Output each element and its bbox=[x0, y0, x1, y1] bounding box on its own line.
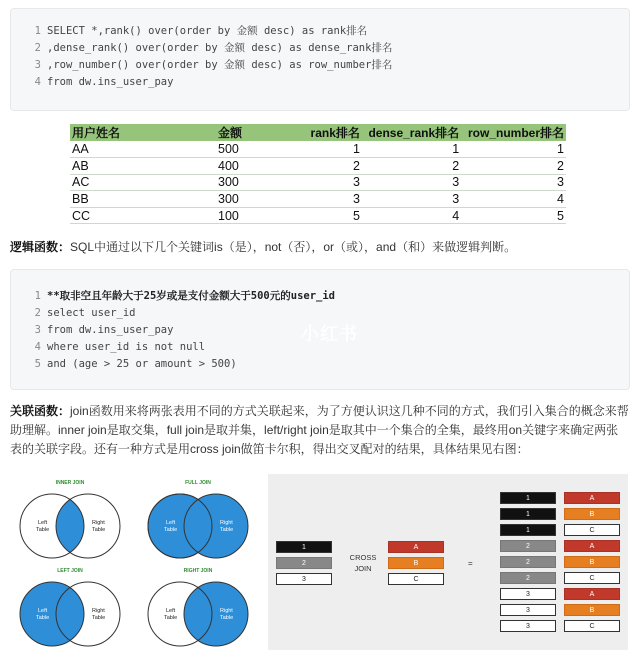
venn-left-label: Table bbox=[164, 615, 178, 621]
cross-join-label: CROSS JOIN bbox=[349, 553, 377, 573]
venn-right-label: Table bbox=[220, 615, 234, 621]
result-left-box: 3 bbox=[500, 588, 556, 600]
code-line: 1 **取非空且年龄大于25岁或是支付金额大于500元的user_id bbox=[34, 290, 336, 302]
table-cell: 3 bbox=[461, 174, 566, 191]
table-cell: AC bbox=[70, 174, 216, 191]
column-header: rank排名 bbox=[306, 124, 362, 141]
logic-text: SQL中通过以下几个关键词is（是），not（否），or（或），and（和）来做逻辑判断。 bbox=[70, 240, 517, 254]
table-cell: 3 bbox=[306, 174, 362, 191]
logic-paragraph bbox=[10, 238, 630, 257]
venn-right-label: Right bbox=[220, 520, 233, 526]
result-left-box: 3 bbox=[500, 604, 556, 616]
watermark: 小红书 bbox=[301, 324, 358, 345]
join-paragraph bbox=[10, 402, 630, 459]
venn-right-label: Table bbox=[92, 527, 106, 533]
venn-inner-join bbox=[10, 480, 130, 564]
table-cell: 2 bbox=[306, 158, 362, 175]
code-line: 3 ,row_number() over(order by 金额 desc) as row_number排名 bbox=[34, 59, 393, 71]
venn-right-join bbox=[138, 568, 258, 652]
column-header: dense_rank排名 bbox=[362, 124, 461, 141]
table-cell: 3 bbox=[362, 174, 461, 191]
table-header-row bbox=[70, 124, 566, 141]
table-cell: 3 bbox=[306, 191, 362, 208]
venn-inner-svg bbox=[10, 488, 130, 564]
table-cell: 2 bbox=[461, 158, 566, 175]
venn-right-label: Right bbox=[92, 608, 105, 614]
join-label: 关联函数： bbox=[10, 404, 71, 418]
venn-right-svg bbox=[138, 576, 258, 652]
join-text: join函数用来将两张表用不同的方式关联起来，为了方便认识这几种不同的方式，我们引入集合的概念来帮助理解。inner join是取交集，full join是取并集，left/right join是取其中一个集合的全集，最终用on关键字来确定两张表的关联字段。还有一种方式是用cross join做笛卡尔积，得出交叉配对的结果，具体结果见右图： bbox=[10, 404, 629, 456]
code-line: 2 select user_id bbox=[34, 307, 136, 319]
equals-sign: = bbox=[468, 559, 473, 568]
result-right-box: A bbox=[564, 492, 620, 504]
result-right-box: A bbox=[564, 540, 620, 552]
venn-title: LEFT JOIN bbox=[57, 568, 83, 574]
venn-right-label: Right bbox=[220, 608, 233, 614]
code-line: 3 from dw.ins_user_pay bbox=[34, 324, 174, 336]
venn-left-label: Left bbox=[166, 608, 176, 614]
column-header: 用户姓名 bbox=[70, 124, 216, 141]
venn-left-label: Table bbox=[36, 615, 50, 621]
venn-right-label: Table bbox=[92, 615, 106, 621]
table-cell: 400 bbox=[216, 158, 306, 175]
table-cell: 4 bbox=[362, 207, 461, 224]
left-value-box: 3 bbox=[276, 573, 332, 585]
table-cell: 300 bbox=[216, 174, 306, 191]
venn-title: INNER JOIN bbox=[55, 480, 85, 486]
code-line: 5 and (age > 25 or amount > 500) bbox=[34, 358, 237, 370]
table-cell: CC bbox=[70, 207, 216, 224]
venn-left-label: Table bbox=[36, 527, 50, 533]
venn-full-join bbox=[138, 480, 258, 564]
venn-diagrams bbox=[10, 476, 260, 652]
result-right-box: C bbox=[564, 524, 620, 536]
result-right-box: C bbox=[564, 572, 620, 584]
table-cell: 2 bbox=[362, 158, 461, 175]
column-header: 金额 bbox=[216, 124, 306, 141]
result-left-box: 2 bbox=[500, 540, 556, 552]
right-value-box: B bbox=[388, 557, 444, 569]
table-row bbox=[70, 174, 566, 191]
result-right-box: B bbox=[564, 604, 620, 616]
venn-full-svg bbox=[138, 488, 258, 564]
venn-title: FULL JOIN bbox=[185, 480, 211, 486]
table-cell: 3 bbox=[362, 191, 461, 208]
result-right-box: B bbox=[564, 556, 620, 568]
result-right-box: B bbox=[564, 508, 620, 520]
result-right-box: A bbox=[564, 588, 620, 600]
table-cell: 1 bbox=[362, 141, 461, 158]
table-row bbox=[70, 158, 566, 175]
left-value-box: 2 bbox=[276, 557, 332, 569]
code-block-rank bbox=[10, 8, 630, 111]
table-cell: BB bbox=[70, 191, 216, 208]
cross-join-diagram bbox=[268, 474, 628, 650]
table-cell: AB bbox=[70, 158, 216, 175]
code-line: 4 from dw.ins_user_pay bbox=[34, 76, 174, 88]
logic-label: 逻辑函数： bbox=[10, 240, 71, 254]
result-left-box: 1 bbox=[500, 508, 556, 520]
right-value-box: A bbox=[388, 541, 444, 553]
venn-left-label: Left bbox=[38, 520, 48, 526]
result-left-box: 1 bbox=[500, 524, 556, 536]
result-right-box: C bbox=[564, 620, 620, 632]
venn-left-svg bbox=[10, 576, 130, 652]
table-row bbox=[70, 191, 566, 208]
venn-left-join bbox=[10, 568, 130, 652]
table-cell: 100 bbox=[216, 207, 306, 224]
result-left-box: 2 bbox=[500, 556, 556, 568]
venn-left-label: Left bbox=[166, 520, 176, 526]
result-left-box: 3 bbox=[500, 620, 556, 632]
venn-right-label: Table bbox=[220, 527, 234, 533]
venn-title: RIGHT JOIN bbox=[183, 568, 213, 574]
rank-table bbox=[70, 124, 566, 224]
right-value-box: C bbox=[388, 573, 444, 585]
result-left-box: 2 bbox=[500, 572, 556, 584]
result-left-box: 1 bbox=[500, 492, 556, 504]
code-block-logic bbox=[10, 269, 630, 390]
table-cell: 300 bbox=[216, 191, 306, 208]
table-cell: 5 bbox=[461, 207, 566, 224]
venn-left-label: Left bbox=[38, 608, 48, 614]
column-header: row_number排名 bbox=[461, 124, 566, 141]
table-row bbox=[70, 207, 566, 224]
table-cell: 4 bbox=[461, 191, 566, 208]
table-cell: 1 bbox=[306, 141, 362, 158]
code-line: 2 ,dense_rank() over(order by 金额 desc) as dense_rank排名 bbox=[34, 42, 393, 54]
code-line: 1 SELECT *,rank() over(order by 金额 desc) as rank排名 bbox=[34, 25, 368, 37]
table-cell: 500 bbox=[216, 141, 306, 158]
left-value-box: 1 bbox=[276, 541, 332, 553]
table-cell: 1 bbox=[461, 141, 566, 158]
venn-right-label: Right bbox=[92, 520, 105, 526]
table-cell: 5 bbox=[306, 207, 362, 224]
table-cell: AA bbox=[70, 141, 216, 158]
table-row bbox=[70, 141, 566, 158]
venn-left-label: Table bbox=[164, 527, 178, 533]
code-line: 4 where user_id is not null bbox=[34, 341, 206, 353]
